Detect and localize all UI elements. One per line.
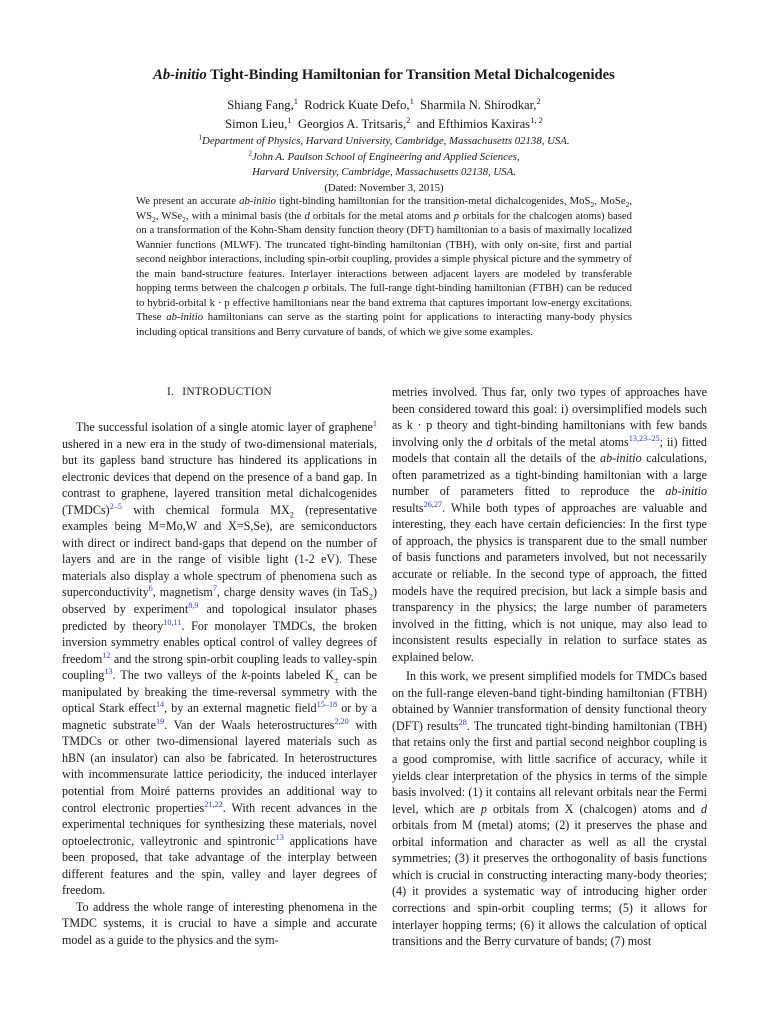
citation-link[interactable]: 13 [104, 667, 113, 677]
section-heading: I. INTRODUCTION [167, 386, 272, 398]
author-5: Georgios A. Tritsaris,$^2$ [297, 114, 411, 131]
paper-title [60, 66, 708, 84]
affiliation-1: $^1$Department of Physics, Harvard University, Cambridge, Massachusetts 02138, USA. [198, 132, 570, 147]
date-line: (Dated: November 3, 2015) [324, 181, 444, 194]
citation-link[interactable]: 26,27 [423, 499, 443, 509]
author-3: Sharmila N. Shirodkar,$^2$ [420, 95, 541, 112]
citation-link[interactable]: 28 [458, 717, 467, 727]
left-column [62, 384, 377, 949]
citation-link[interactable]: 14 [155, 700, 165, 710]
citation-link[interactable]: 15–18 [316, 700, 338, 710]
author-6: and Efthimios Kaxiras$^{1, 2}$ [416, 114, 543, 131]
title-rest: Tight-Binding Hamiltonian for Transition Metal Dichalcogenides [206, 67, 615, 83]
citation-link[interactable]: 1 [372, 418, 377, 428]
affiliations [60, 134, 708, 196]
intro-paragraph-3: In this work, we present simplified models for TMDCs based on the full-range eleven-band tight-binding hamiltonian (FTBH) obtained by Wannier transformation of density functional theory (DFT) results$^{28}$. The truncated tight-binding hamiltonian (TBH) that retains only the first and partial second neighbor coupling is a good compromise, with little sacrifice of accuracy, while it yields clear interpretation of the physics in terms of the simple basis involved: (1) it contains all relevant orbitals near the Fermi level, which are p orbitals from X (chalcogen) atoms and d orbitals from M (metal) atoms; (2) it preserves the phase and orbital information and character as well as all the crystal symmetries; (3) it preserves the orthogonality of basis functions which is crucial in constructing interacting many-body theories; (4) it provides a systematic way of introducing higher order corrections and spin-orbit coupling terms; (5) it allows for interlayer hopping terms; (6) it allows the calculation of optical transitions and the Berry curvature of bands; (7) most [392, 669, 708, 949]
citation-link[interactable]: 8,9 [188, 600, 199, 610]
author-4: Simon Lieu,$^1$ [225, 114, 292, 131]
citation-link[interactable]: 13,23–25 [628, 433, 660, 443]
citation-link[interactable]: 13 [275, 832, 284, 842]
citation-link[interactable]: 12 [102, 650, 111, 660]
citation-link[interactable]: 10,11 [163, 617, 182, 627]
title-italic: Ab-initio [153, 67, 207, 83]
intro-paragraph-1: The successful isolation of a single atomic layer of graphene$^1$ ushered in a new era in the study of two-dimensional materials, but its gapless band structure has hindered its applications in electronic devices that depend on the presence of a band gap. In contrast to graphene, layered transition metal dichalcogenides (TMDCs)$^{2-5}$ with chemical formula $MX_2$ (representative examples being M=Mo,W and X=S,Se), are semiconductors with direct or indirect band-gaps that depend on the number of layers and are in the range of visible light (1-2 eV). These materials also display a whole spectrum of phenomena such as superconductivity$^6$, magnetism$^7$, charge density waves (in TaS$_2$) observed by experiment$^{8,9}$ and topological insulator phases predicted by theory$^{10,11}$. For monolayer TMDCs, the broken inversion symmetry enables optical control of valley degrees of freedom$^{12}$ and the strong spin-orbit coupling leads to valley-spin coupling$^{13}$. The two valleys of the k-points labeled $K_\pm$ can be manipulated by breaking the time-reversal symmetry with the optical Stark effect$^{14}$, by an external magnetic field$^{15-18}$ or by a magnetic substrate$^{19}$. Van der Waals heterostructures$^{2,20}$ with TMDCs or other two-dimensional layered materials such as hBN (an insulator) can also be fabricated. In heterostructures with incommensurate lattice periodicity, the induced interlayer potential from Moiré patterns provides an additional way to control electronic properties$^{21,22}$. With recent advances in the experimental techniques for synthesizing these materials, novel optoelectronic, valleytronic and spintronic$^{13}$ applications have been proposed, that take advantage of the interplay between different features and the spin, valley and layer degrees of freedom. [62, 418, 378, 898]
author-line-2 [60, 115, 708, 134]
citation-link[interactable]: 2,20 [334, 716, 349, 726]
citation-link[interactable]: 7 [212, 584, 217, 594]
citation-link[interactable]: 19 [156, 716, 165, 726]
intro-paragraph-2: To address the whole range of interesting phenomena in the TMDC systems, it is crucial to have a simple and accurate model as a guide to the physics and the sym- [62, 899, 377, 947]
author-2: Rodrick Kuate Defo,$^1$ [304, 95, 414, 112]
affiliation-2-cont: Harvard University, Cambridge, Massachusetts 02138, USA. [252, 166, 516, 178]
citation-link[interactable]: 6 [148, 584, 153, 594]
right-column [392, 384, 707, 950]
citation-link[interactable]: 2–5 [109, 501, 123, 511]
intro-paragraph-2-cont: metries involved. Thus far, only two types of approaches have been considered toward this goal: i) oversimplified models such as k · p theory and tight-binding hamiltonians with few bands involving only the d orbitals of the metal atoms$^{13,23-25}$; ii) fitted models that contain all the details of the ab-initio calculations, often parametrized as a tight-binding hamiltonian with a large number of parameters fitted to reproduce the ab-initio results$^{26,27}$. While both types of approaches are valuable and interesting, they each have certain deficiencies: In the first type of approach, the physics is transparent due to the small number of basis functions and parameters involved, but not necessarily accurate or reliable. In the second type of approach, the fitted models have the required precision, but lack a simple basis and transparency in the physics; the large number of parameters involved in the fitting, which is not unique, may also lead to inconsistent results especially in relation to surface states as explained below. [392, 385, 707, 664]
author-1: Shiang Fang,$^1$ [227, 95, 298, 112]
affiliation-2: $^2$John A. Paulson School of Engineering and Applied Sciences, [248, 147, 520, 163]
citation-link[interactable]: 21,22 [204, 799, 223, 809]
author-list [60, 96, 708, 134]
abstract: We present an accurate ab-initio tight-binding hamiltonian for the transition-metal dichalcogenides, MoS$_2$, MoSe$_2$, $WS_2$, WSe$_2$, with a minimal basis (the d orbitals for the metal atoms and p orbitals for the chalcogen atoms) based on a transformation of the Kohn-Sham density function theory (DFT) hamiltonian to a basis of maximally localized Wannier functions (MLWF). The truncated tight-binding hamiltonian (TBH), with only on-site, first and partial second neighbor interactions, including spin-orbit coupling, provides a simple physical picture and the symmetry of the main band-structure features. Interlayer interactions between adjacent layers are modeled by transferable hopping terms between the chalcogen p orbitals. The full-range tight-binding hamiltonian (FTBH) can be reduced to hybrid-orbital k · p effective hamiltonians near the band extrema that captures important low-energy excitations. These ab-initio hamiltonians can serve as the starting point for applications to interacting many-body physics including optical transitions and Berry curvature of bands, of which we give some examples. [136, 195, 632, 338]
author-line-1 [60, 96, 708, 115]
